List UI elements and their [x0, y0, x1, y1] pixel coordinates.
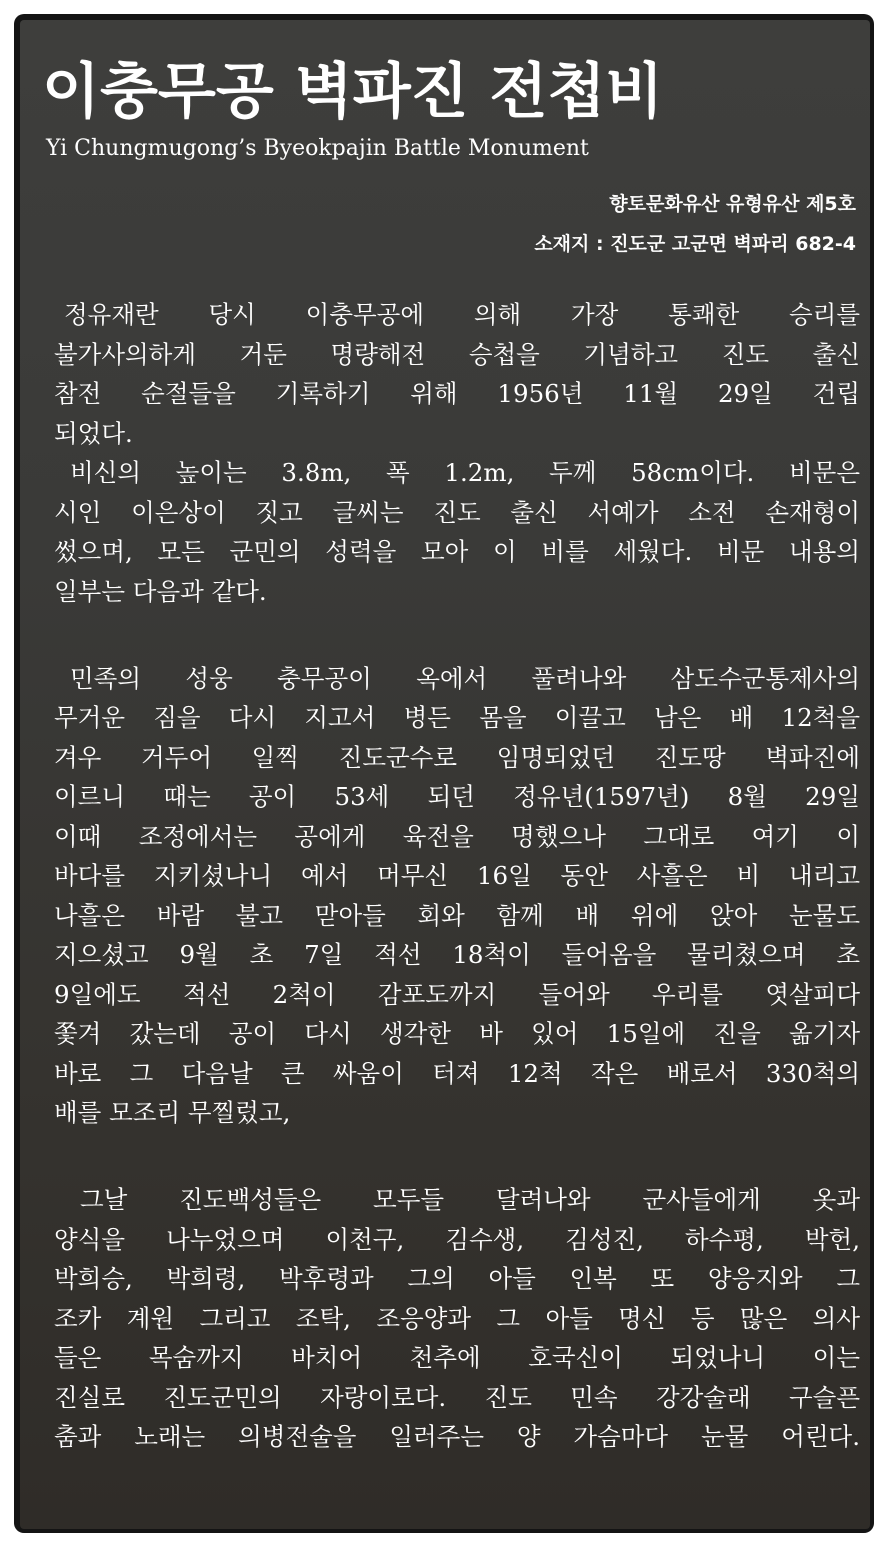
text-line: 쫓겨 갔는데 공이 다시 생각한 바 있어 15일에 진을 옮기자 — [54, 1019, 860, 1048]
text-line: 이때 조정에서는 공에게 육전을 명했으나 그대로 여기 이 — [54, 821, 860, 851]
text-line: 민족의 성웅 충무공이 옥에서 풀려나와 삼도수군통제사의 — [70, 663, 860, 693]
text-line: 무거운 짐을 다시 지고서 병든 몸을 이끌고 남은 배 12척을 — [54, 703, 860, 732]
text-line: 배를 모조리 무찔렀고, — [54, 1098, 291, 1127]
paragraph — [54, 453, 860, 611]
location-address: 소재지 : 진도군 고군면 벽파리 682-4 — [534, 233, 856, 255]
heritage-designation: 향토문화유산 유형유산 제5호 — [609, 193, 856, 215]
text-line: 바다를 지키셨나니 예서 머무신 16일 동안 사흘은 비 내리고 — [54, 861, 860, 890]
text-line: 양식을 나누었으며 이천구, 김수생, 김성진, 하수평, 박헌, — [54, 1224, 860, 1254]
paragraph — [54, 1180, 860, 1457]
text-line: 되었다. — [54, 418, 133, 448]
text-line: 9일에도 적선 2척이 감포도까지 들어와 우리를 엿살피다 — [54, 979, 860, 1009]
sign-body — [54, 295, 860, 1457]
text-line: 이르니 때는 공이 53세 되던 정유년(1597년) 8월 29일 — [54, 782, 860, 811]
text-line: 겨우 거두어 일찍 진도군수로 임명되었던 진도땅 벽파진에 — [54, 742, 860, 772]
paragraph — [54, 295, 860, 453]
text-line: 불가사의하게 거둔 명량해전 승첩을 기념하고 진도 출신 — [54, 339, 860, 369]
text-line: 정유재란 당시 이충무공에 의해 가장 통쾌한 승리를 — [64, 300, 860, 329]
text-line: 비신의 높이는 3.8m, 폭 1.2m, 두께 58cm이다. 비문은 — [70, 458, 860, 487]
text-line: 일부는 다음과 같다. — [54, 576, 267, 606]
text-line: 조카 계원 그리고 조탁, 조응양과 그 아들 명신 등 많은 의사 — [54, 1303, 860, 1333]
text-line: 춤과 노래는 의병전술을 일러주는 양 가슴마다 눈물 어린다. — [54, 1422, 860, 1451]
text-line: 그날 진도백성들은 모두들 달려나와 군사들에게 옷과 — [80, 1185, 860, 1214]
text-line: 참전 순절들을 기록하기 위해 1956년 11월 29일 건립 — [54, 379, 860, 408]
text-line: 들은 목숨까지 바치어 천추에 호국신이 되었나니 이는 — [54, 1343, 860, 1372]
text-line: 썼으며, 모든 군민의 성력을 모아 이 비를 세웠다. 비문 내용의 — [54, 537, 860, 566]
text-line: 나흘은 바람 불고 맏아들 회와 함께 배 위에 앉아 눈물도 — [54, 900, 860, 930]
text-line: 지으셨고 9월 초 7일 적선 18척이 들어옴을 물리쳤으며 초 — [54, 940, 860, 969]
sign-subtitle: Yi Chungmugong’s Byeokpajin Battle Monument — [46, 136, 589, 161]
text-line: 진실로 진도군민의 자랑이로다. 진도 민속 강강술래 구슬픈 — [54, 1382, 860, 1412]
paragraph — [54, 659, 860, 1133]
sign-title: 이충무공 벽파진 전첩비 — [42, 57, 664, 127]
text-line: 바로 그 다음날 큰 싸움이 터져 12척 작은 배로서 330척의 — [54, 1058, 860, 1088]
text-line: 박희승, 박희령, 박후령과 그의 아들 인복 또 양응지와 그 — [54, 1264, 860, 1293]
monument-sign — [20, 20, 870, 1529]
text-line: 시인 이은상이 짓고 글씨는 진도 출신 서예가 소전 손재형이 — [54, 497, 860, 527]
